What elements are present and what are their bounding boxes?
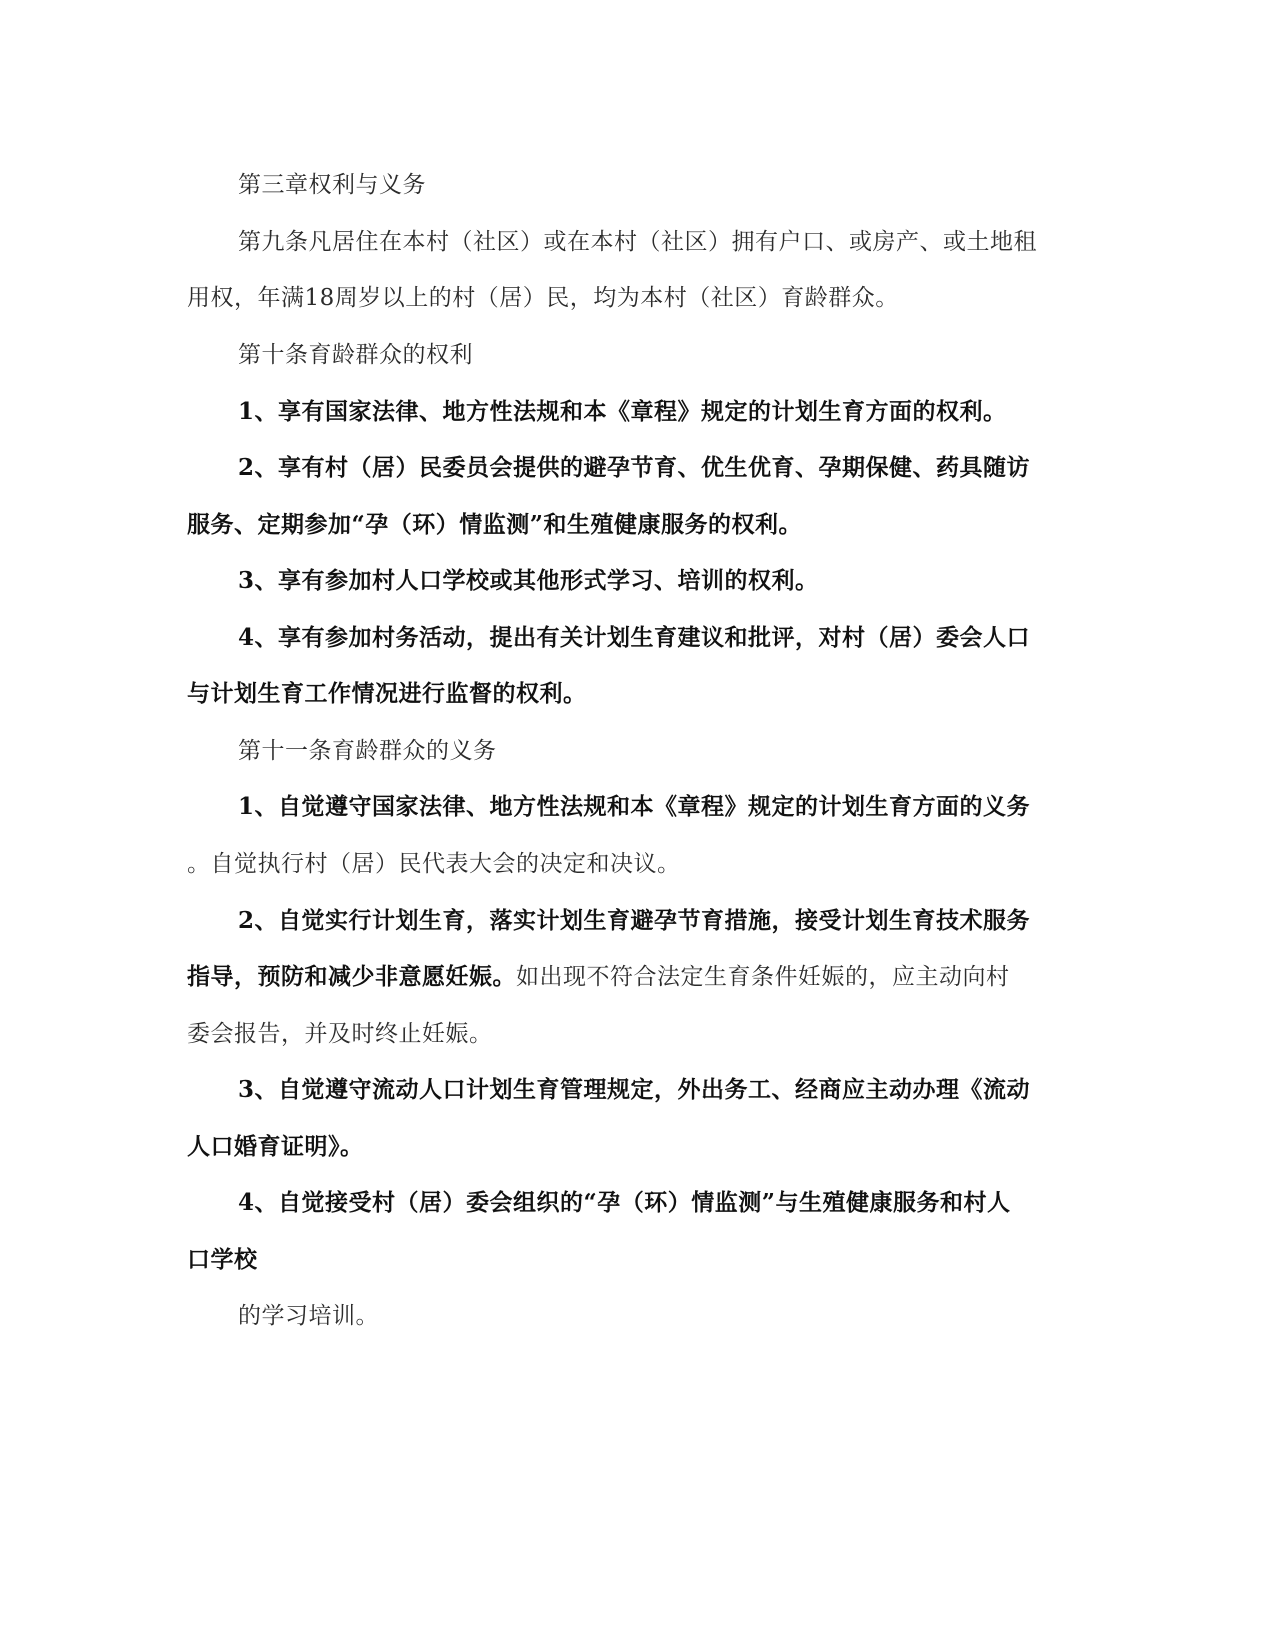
- duty-item-2-line-3: 委会报告，并及时终止妊娠。: [187, 1021, 493, 1047]
- duty-item-1-line-1: 1、自觉遵守国家法律、地方性法规和本《章程》规定的计划生育方面的义务: [238, 793, 1031, 820]
- duty-item-4-line-1: 4、自觉接受村（居）委会组织的“孕（环）情监测”与生殖健康服务和村人: [238, 1189, 1011, 1216]
- article-9-line-1: 第九条凡居住在本村（社区）或在本村（社区）拥有户口、或房产、或土地租: [238, 229, 1037, 255]
- right-item-4-line-1: 4、享有参加村务活动，提出有关计划生育建议和批评，对村（居）委会人口: [238, 624, 1031, 651]
- right-item-1: 1、享有国家法律、地方性法规和本《章程》规定的计划生育方面的权利。: [238, 398, 1007, 425]
- duty-item-3-line-1: 3、自觉遵守流动人口计划生育管理规定，外出务工、经商应主动办理《流动: [238, 1076, 1031, 1103]
- duty-item-3-line-2: 人口婚育证明》。: [187, 1133, 364, 1160]
- article-9-line-2: 用权，年满18周岁以上的村（居）民，均为本村（社区）育龄群众。: [187, 285, 899, 311]
- duty-item-2-line-2: [187, 962, 1010, 992]
- duty-item-2-line-2-bold: 指导，预防和减少非意愿妊娠。: [187, 963, 516, 990]
- article-11-heading: 第十一条育龄群众的义务: [238, 738, 497, 764]
- right-item-3: 3、享有参加村人口学校或其他形式学习、培训的权利。: [238, 567, 819, 594]
- duty-item-4-line-2: 口学校: [187, 1246, 258, 1273]
- duty-item-4-line-3: 的学习培训。: [238, 1303, 379, 1329]
- chapter-heading: 第三章权利与义务: [238, 172, 426, 198]
- right-item-2-line-1: 2、享有村（居）民委员会提供的避孕节育、优生优育、孕期保健、药具随访: [238, 454, 1031, 481]
- duty-item-2-line-1: 2、自觉实行计划生育，落实计划生育避孕节育措施，接受计划生育技术服务: [238, 907, 1031, 934]
- right-item-4-line-2: 与计划生育工作情况进行监督的权利。: [187, 680, 587, 707]
- right-item-2-line-2: 服务、定期参加“孕（环）情监测”和生殖健康服务的权利。: [187, 511, 802, 538]
- duty-item-1-line-2: 。自觉执行村（居）民代表大会的决定和决议。: [187, 851, 681, 877]
- duty-item-2-line-2-normal: 如出现不符合法定生育条件妊娠的，应主动向村: [516, 964, 1010, 990]
- article-10-heading: 第十条育龄群众的权利: [238, 342, 473, 368]
